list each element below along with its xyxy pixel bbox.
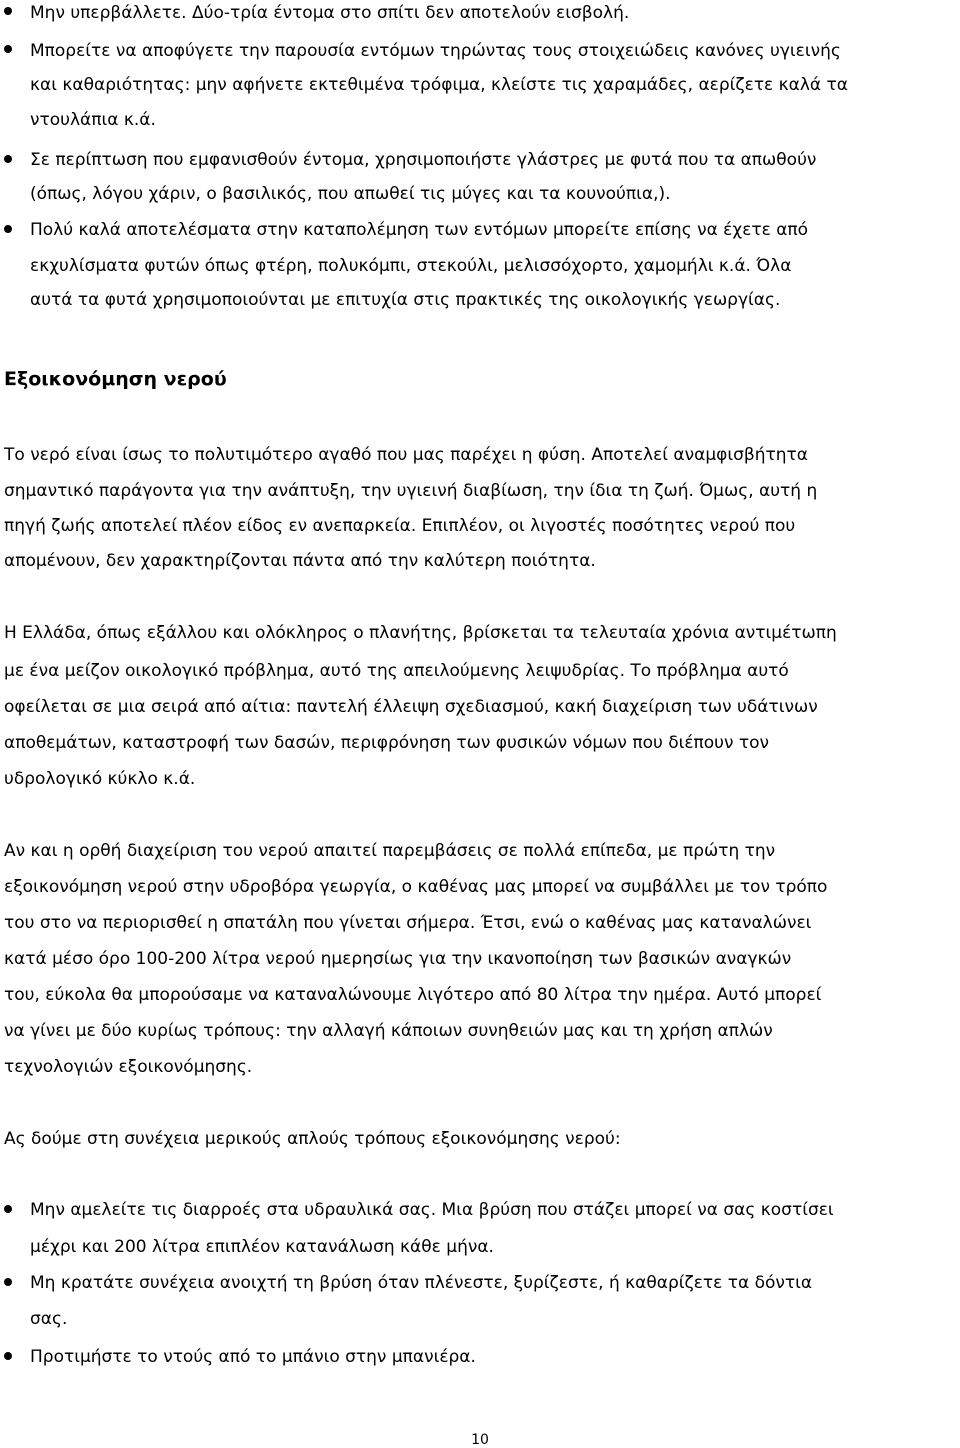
text-line: Μη κρατάτε συνέχεια ανοιχτή τη βρύση όταν πλένεστε, ξυρίζεστε, ή καθαρίζετε τα δόντια [30, 1273, 813, 1293]
text-line: του στο να περιορισθεί η σπατάλη που γίνεται σήμερα. Έτσι, ενώ ο καθένας μας καταναλώνει [4, 913, 812, 933]
text-line: (όπως, λόγου χάριν, ο βασιλικός, που απωθεί τις μύγες και τα κουνούπια,). [30, 184, 671, 204]
text-line: απομένουν, δεν χαρακτηρίζονται πάντα από την καλύτερη ποιότητα. [4, 551, 596, 571]
page-number: 10 [471, 1432, 489, 1448]
text-line: τεχνολογιών εξοικονόμησης. [4, 1057, 253, 1077]
bullet-icon [4, 155, 12, 163]
text-line: με ένα μείζον οικολογικό πρόβλημα, αυτό της απειλούμενης λειψυδρίας. Το πρόβλημα αυτό [4, 661, 789, 681]
text-line: Μην αμελείτε τις διαρροές στα υδραυλικά σας. Μια βρύση που στάζει μπορεί να σας κοστίσει [30, 1200, 834, 1220]
text-line: να γίνει με δύο κυρίως τρόπους: την αλλαγή κάποιων συνηθειών μας και τη χρήση απλών [4, 1021, 773, 1041]
bullet-icon [4, 1352, 12, 1360]
text-line: εκχυλίσματα φυτών όπως φτέρη, πολυκόμπι, στεκούλι, μελισσόχορτο, χαμομήλι κ.ά. Όλα [30, 256, 792, 276]
text-line: Το νερό είναι ίσως το πολυτιμότερο αγαθό που μας παρέχει η φύση. Αποτελεί αναμφισβήτητα [4, 445, 808, 465]
text-line: σας. [30, 1309, 68, 1329]
text-line: Ας δούμε στη συνέχεια μερικούς απλούς τρόπους εξοικονόμησης νερού: [4, 1129, 621, 1149]
text-line: του, εύκολα θα μπορούσαμε να καταναλώνουμε λιγότερο από 80 λίτρα την ημέρα. Αυτό μπορεί [4, 985, 822, 1005]
bullet-icon [4, 45, 12, 53]
text-line: Μπορείτε να αποφύγετε την παρουσία εντόμων τηρώντας τους στοιχειώδεις κανόνες υγιεινής [30, 41, 841, 61]
bullet-icon [4, 1205, 12, 1213]
text-line: αυτά τα φυτά χρησιμοποιούνται με επιτυχία στις πρακτικές της οικολογικής γεωργίας. [30, 290, 781, 310]
bullet-icon [4, 1278, 12, 1286]
section-heading: Εξοικονόμηση νερού [4, 368, 227, 390]
text-line: μέχρι και 200 λίτρα επιπλέον κατανάλωση κάθε μήνα. [30, 1237, 494, 1257]
text-line: αποθεμάτων, καταστροφή των δασών, περιφρόνηση των φυσικών νόμων που διέπουν τον [4, 733, 770, 753]
text-line: σημαντικό παράγοντα για την ανάπτυξη, την υγιεινή διαβίωση, την ίδια τη ζωή. Όμως, αυτή η [4, 481, 818, 501]
text-line: Αν και η ορθή διαχείριση του νερού απαιτεί παρεμβάσεις σε πολλά επίπεδα, με πρώτη την [4, 841, 776, 861]
text-line: και καθαριότητας: μην αφήνετε εκτεθιμένα τρόφιμα, κλείστε τις χαραμάδες, αερίζετε καλά τα [30, 75, 848, 95]
text-line: ντουλάπια κ.ά. [30, 110, 156, 130]
text-line: Προτιμήστε το ντούς από το μπάνιο στην μπανιέρα. [30, 1347, 476, 1367]
text-line: οφείλεται σε μια σειρά από αίτια: παντελή έλλειψη σχεδιασμού, κακή διαχείριση των υδάτινων [4, 697, 818, 717]
text-line: Μην υπερβάλλετε. Δύο-τρία έντομα στο σπίτι δεν αποτελούν εισβολή. [30, 3, 630, 23]
bullet-icon [4, 7, 12, 15]
text-line: εξοικονόμηση νερού στην υδροβόρα γεωργία, ο καθένας μας μπορεί να συμβάλλει με τον τρόπο [4, 877, 828, 897]
text-line: υδρολογικό κύκλο κ.ά. [4, 769, 196, 789]
text-line: Η Ελλάδα, όπως εξάλλου και ολόκληρος ο πλανήτης, βρίσκεται τα τελευταία χρόνια αντιμέτωπη [4, 623, 837, 643]
text-line: Πολύ καλά αποτελέσματα στην καταπολέμηση των εντόμων μπορείτε επίσης να έχετε από [30, 220, 809, 240]
text-line: πηγή ζωής αποτελεί πλέον είδος εν ανεπαρκεία. Επιπλέον, οι λιγοστές ποσότητες νερού που [4, 516, 796, 536]
text-line: Σε περίπτωση που εμφανισθούν έντομα, χρησιμοποιήστε γλάστρες με φυτά που τα απωθούν [30, 150, 817, 170]
text-line: κατά μέσο όρο 100-200 λίτρα νερού ημερησίως για την ικανοποίηση των βασικών αναγκών [4, 949, 792, 969]
bullet-icon [4, 225, 12, 233]
